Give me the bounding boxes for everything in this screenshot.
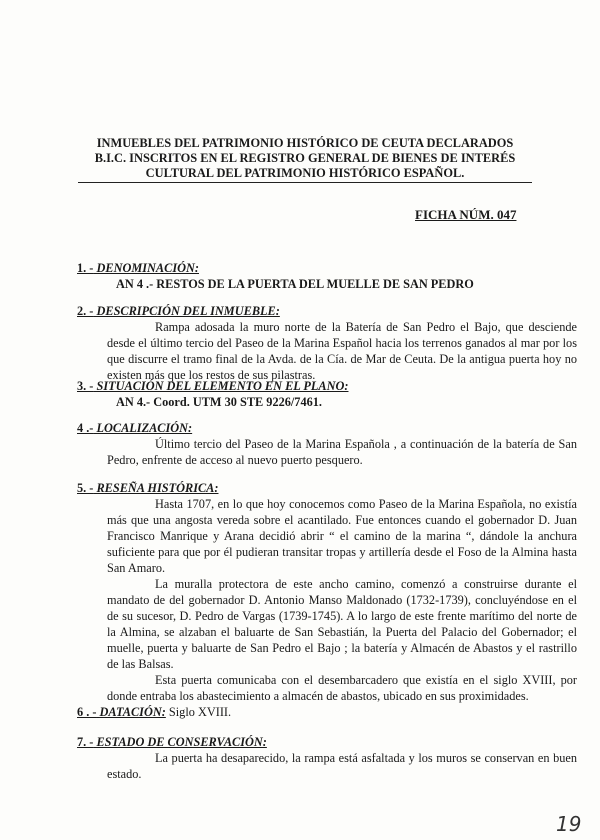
section-title (77, 420, 577, 436)
section-number: 7. - (77, 735, 94, 749)
section-number: 6 . - (77, 705, 97, 719)
section-title (77, 480, 577, 496)
resena-paragraph-2 (77, 576, 577, 672)
section-title-text: DATACIÓN: (99, 705, 166, 719)
estado-body: La puerta ha desaparecido, la rampa está asfaltada y los muros se conservan en buen estado. (107, 751, 577, 781)
section-title-text: SITUACIÓN DEL ELEMENTO EN EL PLANO: (96, 379, 349, 393)
section-number: 4 .- (77, 421, 94, 435)
descripcion-text (77, 319, 577, 383)
localizacion-body: Último tercio del Paseo de la Marina Española , a continuación de la batería de San Pedro, enfrente de acceso al nuevo puerto pesquero. (107, 437, 577, 467)
section-title (77, 378, 577, 394)
resena-p3-body: Esta puerta comunicaba con el desembarcadero que existía en el siglo XVIII, por donde entraba los abastecimiento a almacén de abastos, ubicado en sus proximidades. (107, 673, 577, 703)
section-title (77, 704, 577, 720)
section-datacion (77, 704, 577, 720)
section-estado (77, 734, 577, 782)
section-denominacion (77, 260, 577, 292)
section-title-text: LOCALIZACIÓN: (96, 421, 193, 435)
section-title (77, 260, 577, 276)
section-descripcion (77, 303, 577, 383)
section-localizacion (77, 420, 577, 468)
resena-paragraph-3 (77, 672, 577, 704)
section-resena (77, 480, 577, 704)
section-number: 1. - (77, 261, 94, 275)
section-title (77, 303, 577, 319)
section-number: 3. - (77, 379, 94, 393)
resena-p2-body: La muralla protectora de este ancho camino, comenzó a construirse durante el mandato de del gobernador D. Antonio Manso Maldonado (1732-1739), concluyéndose en el de su sucesor, D. Pedro de Vargas (1739-1745). A lo largo de este frente marítimo del norte de la Almina, se alzaban el baluarte de San Sebastián, la Puerta del Palacio del Gobernador; el muelle, puerta y baluarte de San Pedro el Bajo ; la batería y Almacén de Abastos y el rastrillo de las Balsas. (107, 577, 577, 671)
page-number: 19 (556, 812, 582, 836)
denominacion-value: AN 4 .- RESTOS DE LA PUERTA DEL MUELLE DE SAN PEDRO (116, 277, 474, 291)
section-title-text: ESTADO DE CONSERVACIÓN: (96, 735, 267, 749)
descripcion-body: Rampa adosada la muro norte de la Batería de San Pedro el Bajo, que desciende desde el último tercio del Paseo de la Marina Español hacia los terrenos ganados al mar por los que discurre el tramo final de la Avda. de la Cía. de Mar de Ceuta. De la antigua puerta hoy no existen más que los restos de sus pilastras. (107, 320, 577, 382)
section-title-text: RESEÑA HISTÓRICA: (96, 481, 219, 495)
resena-paragraph-1 (77, 496, 577, 576)
resena-p1-body: Hasta 1707, en lo que hoy conocemos como Paseo de la Marina Española, no existía más que una angosta vereda sobre el acantilado. Fue entonces cuando el gobernador D. Juan Francisco Manrique y Arana decidió abrir “ el camino de la marina “, dándole la anchura suficiente para que por él pudieran transitar tropas y artillería desde el Foso de la Almina hasta San Amaro. (107, 497, 577, 575)
situacion-value: AN 4.- Coord. UTM 30 STE 9226/7461. (116, 395, 322, 409)
localizacion-text (77, 436, 577, 468)
header-line-1: INMUEBLES DEL PATRIMONIO HISTÓRICO DE CEUTA DECLARADOS (96, 136, 514, 150)
section-situacion (77, 378, 577, 410)
estado-text (77, 750, 577, 782)
section-number: 2. - (77, 304, 94, 318)
header-line-3: CULTURAL DEL PATRIMONIO HISTÓRICO ESPAÑOL. (145, 166, 465, 180)
header-line-2: B.I.C. INSCRITOS EN EL REGISTRO GENERAL DE BIENES DE INTERÉS (94, 151, 516, 165)
section-number: 5. - (77, 481, 94, 495)
document-header (78, 136, 532, 183)
section-title-text: DENOMINACIÓN: (96, 261, 199, 275)
section-title-text: DESCRIPCIÓN DEL INMUEBLE: (96, 304, 280, 318)
section-title (77, 734, 577, 750)
ficha-number: FICHA NÚM. 047 (415, 207, 517, 222)
datacion-value: Siglo XVIII. (168, 705, 232, 719)
